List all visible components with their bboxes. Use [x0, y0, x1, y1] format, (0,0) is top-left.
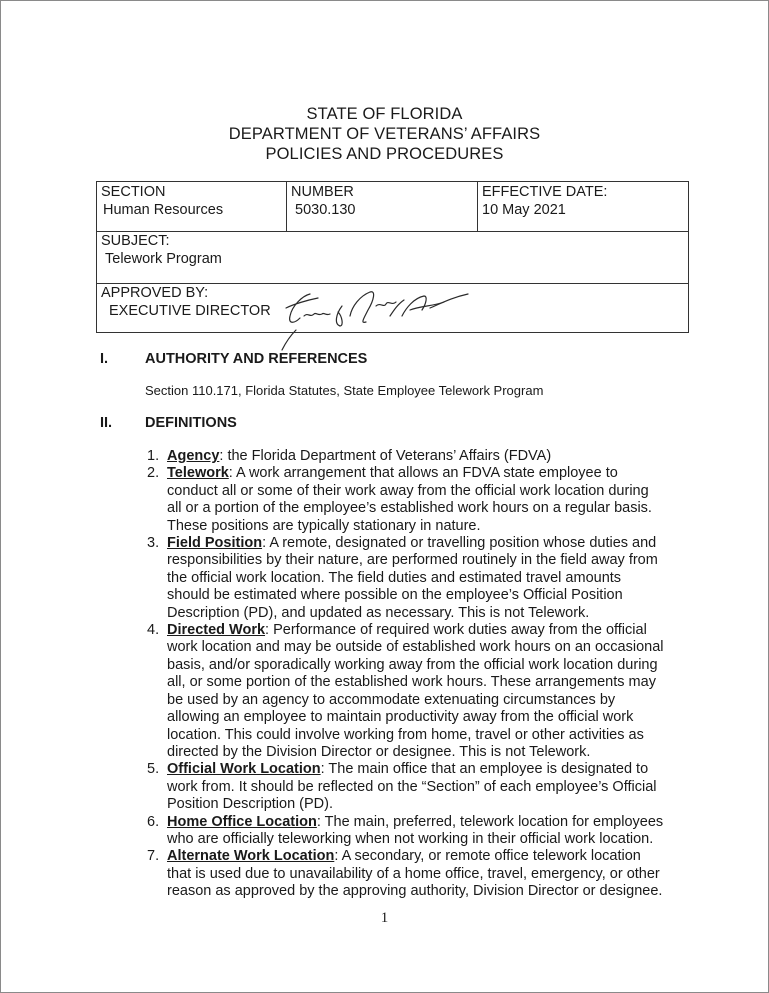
definition-number: 7.	[147, 848, 160, 865]
number-label: NUMBER	[291, 184, 354, 200]
definition-line: A secondary, or remote office telework location	[341, 848, 641, 865]
section-cell	[97, 182, 287, 231]
section-label: SECTION	[101, 184, 166, 200]
definition-line: Performance of required work duties away from the official	[273, 622, 647, 639]
definitions-list	[147, 448, 665, 901]
definition-line: who are officially teleworking when not working in their official work location.	[167, 830, 654, 847]
definition-number: 5.	[147, 761, 160, 778]
effective-date-value: 10 May 2021	[482, 202, 566, 218]
definition-number: 2.	[147, 465, 160, 482]
definition-term: Official Work Location	[167, 761, 321, 778]
definition-item: 7. Alternate Work Location: A secondary, or remote office telework location that is used due to unavailability of a home office, travel, emergency, or other reason as approved by the approving authority, Division Director or designee.	[147, 848, 665, 900]
definition-line: The main office that an employee is designated to	[328, 761, 649, 778]
definition-line: These positions are typically stationary in nature.	[167, 517, 481, 534]
header-line-policies: POLICIES AND PROCEDURES	[265, 145, 504, 163]
definition-term: Home Office Location	[167, 813, 317, 830]
definition-line: the official work location. The field duties and estimated travel amounts	[167, 569, 622, 586]
definition-line: reason as approved by the approving authority, Division Director or designee.	[167, 883, 663, 900]
section-title-definitions: DEFINITIONS	[145, 415, 237, 431]
approved-by-label: APPROVED BY:	[101, 285, 209, 301]
definition-line: Description (PD), and updated as necessary. This is not Telework.	[167, 604, 590, 621]
subject-value: Telework Program	[105, 251, 222, 267]
definition-line: conduct all or some of their work away from the official work location during	[167, 482, 649, 499]
definition-number: 1.	[147, 448, 160, 464]
definition-item: 3. Field Position: A remote, designated or travelling position whose duties and responsibilities by their nature, are performed routinely in the field away from the official work location. The field duties and estimated travel amounts should be estimated where possible on the employee’s Official Position Description (PD), and updated as necessary. This is not Telework.	[147, 535, 665, 622]
effective-date-label: EFFECTIVE DATE:	[482, 184, 608, 200]
definition-line: work from. It should be reflected on the “Section” of each employee’s Official	[167, 778, 657, 795]
effective-date-cell	[478, 182, 689, 231]
definition-item: 4. Directed Work: Performance of required work duties away from the official work location and may be outside of established work hours on an occasional basis, and/or sporadically working away from the official work location during all, or some portion of the established work hours. These arrangements may be used by an agency to accommodate extenuating circumstances by allowing an employee to maintain productivity away from the official work location. This could involve working from home, travel or other activities as directed by the Division Director or designee. This is not Telework.	[147, 622, 664, 760]
definition-line: location. This could involve working from home, travel or other activities as	[167, 726, 644, 743]
header-line-department: DEPARTMENT OF VETERANS’ AFFAIRS	[228, 125, 541, 143]
definition-term: Alternate Work Location	[167, 848, 335, 865]
definition-item: 5. Official Work Location: The main office that an employee is designated to work from. It should be reflected on the “Section” of each employee’s Official Position Description (PD).	[147, 761, 665, 813]
definition-line: basis, and/or sporadically working away from the official work location during	[167, 656, 658, 673]
number-value: 5030.130	[295, 202, 356, 218]
definition-item: 6. Home Office Location: The main, preferred, telework location for employees who are officially teleworking when not working in their official work location.	[147, 813, 664, 847]
page-number: 1	[380, 910, 389, 926]
section-value: Human Resources	[103, 202, 224, 218]
subject-label: SUBJECT:	[101, 233, 170, 249]
header-line-state: STATE OF FLORIDA	[306, 105, 463, 123]
definition-line: all or a portion of the employee’s established work hours on a regular basis.	[167, 500, 652, 517]
director-signature	[280, 286, 480, 356]
definition-number: 6.	[147, 813, 160, 830]
definition-item: 2. Telework: A work arrangement that allows an FDVA state employee to conduct all or some of their work away from the official work location during all or a portion of the employee’s established work hours on a regular basis. These positions are typically stationary in nature.	[147, 465, 665, 535]
definition-line: work location and may be outside of established work hours on an occasional	[167, 639, 664, 656]
definition-number: 3.	[147, 535, 160, 552]
section-number-definitions: II.	[100, 415, 113, 431]
definition-line: that is used due to unavailability of a home office, travel, emergency, or other	[167, 865, 660, 882]
definition-line: A work arrangement that allows an FDVA state employee to	[236, 465, 618, 482]
definition-term: Agency	[167, 448, 220, 464]
info-row-section	[97, 182, 688, 232]
definition-term: Directed Work	[167, 622, 266, 639]
info-row-subject	[97, 231, 688, 284]
approved-by-value: EXECUTIVE DIRECTOR	[109, 303, 271, 319]
definition-line: A remote, designated or travelling position whose duties and	[269, 535, 657, 552]
definition-item: 1. Agency: the Florida Department of Veterans’ Affairs (FDVA)	[147, 448, 552, 464]
definition-line: directed by the Division Director or designee. This is not Telework.	[167, 743, 591, 760]
definition-line: be used by an agency to accommodate extenuating circumstances by	[167, 691, 616, 708]
document-header	[0, 104, 769, 164]
definition-line: all, or some portion of the established work hours. These arrangements may	[167, 674, 656, 691]
definition-number: 4.	[147, 622, 160, 639]
section-number-authority: I.	[100, 351, 109, 367]
definition-line: allowing an employee to maintain productivity away from the official work	[167, 709, 634, 726]
definition-line: responsibilities by their nature, are performed routinely in the field away from	[167, 552, 658, 569]
definition-term: Telework	[167, 465, 229, 482]
definition-line: the Florida Department of Veterans’ Affairs (FDVA)	[227, 448, 552, 464]
number-cell	[287, 182, 478, 231]
definition-line: should be estimated where possible on the employee’s Official Position	[167, 587, 623, 604]
section-title-authority: AUTHORITY AND REFERENCES	[145, 351, 368, 367]
authority-reference-text: Section 110.171, Florida Statutes, State Employee Telework Program	[145, 383, 544, 398]
definition-line: Position Description (PD).	[167, 796, 333, 813]
definition-term: Field Position	[167, 535, 263, 552]
definition-line: The main, preferred, telework location for employees	[324, 813, 664, 830]
